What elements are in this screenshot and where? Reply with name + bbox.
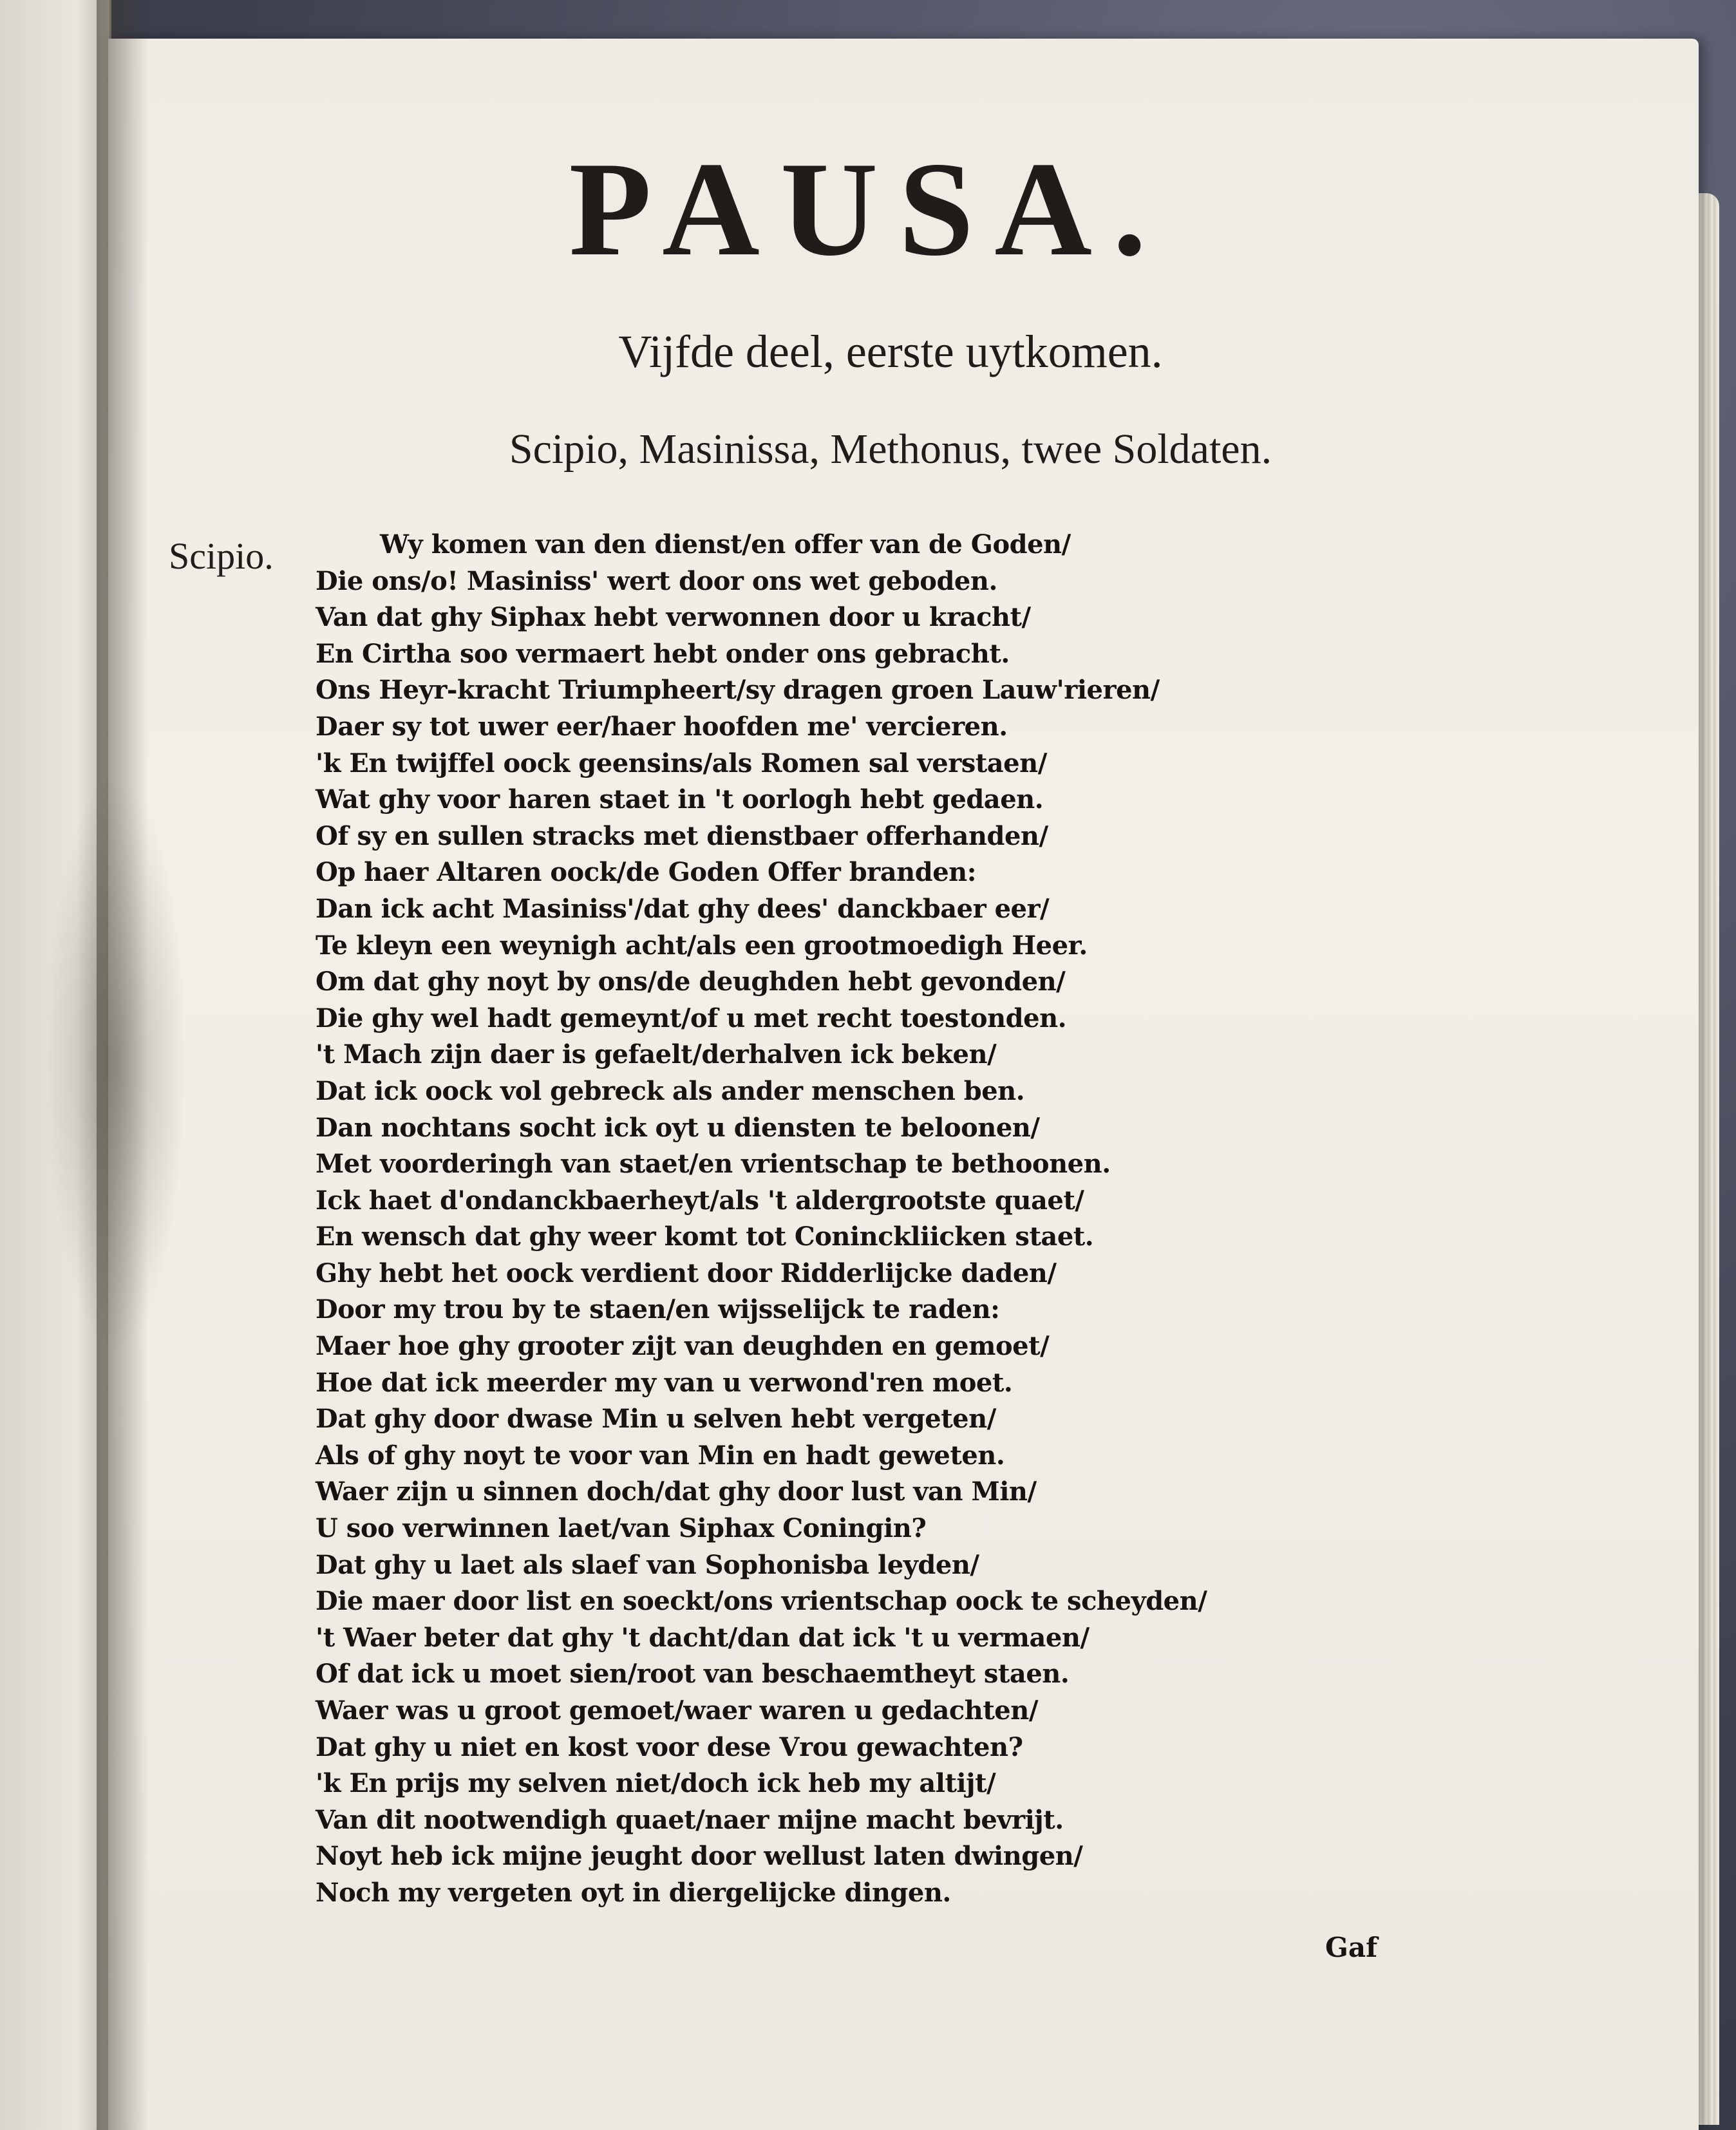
verse-line: Dan nochtans socht ick oyt u diensten te beloonen/ — [316, 1112, 1040, 1143]
verse-line: Daer sy tot uwer eer/haer hoofden me' vercieren. — [316, 711, 1008, 742]
verse-block — [316, 527, 1359, 1912]
page-title: PAUSA. — [569, 135, 1167, 284]
verse-line: Ons Heyr-kracht Triumpheert/sy dragen groen Lauw'rieren/ — [316, 675, 1160, 706]
verse-line: Die ghy wel hadt gemeynt/of u met recht toestonden. — [316, 1003, 1067, 1033]
verse-line: Die maer door list en soeckt/ons vrientschap oock te scheyden/ — [316, 1586, 1207, 1617]
verse-line: Door my trou by te staen/en wijsselijck te raden: — [316, 1294, 1000, 1325]
catchword: Gaf — [1325, 1932, 1378, 1963]
verse-line: Met voorderingh van staet/en vrientschap te bethoonen. — [316, 1149, 1111, 1180]
verse-line: 'k En prijs my selven niet/doch ick heb my altijt/ — [316, 1768, 996, 1799]
verse-line: Waer zijn u sinnen doch/dat ghy door lust van Min/ — [316, 1476, 1037, 1507]
verse-line: Of dat ick u moet sien/root van beschaemtheyt staen. — [316, 1659, 1070, 1690]
verse-line: Wat ghy voor haren staet in 't oorlogh hebt gedaen. — [316, 784, 1044, 815]
speaker-name: Scipio. — [169, 535, 274, 577]
verse-line: Die ons/o! Masiniss' wert door ons wet geboden. — [316, 565, 997, 596]
verse-line: Als of ghy noyt te voor van Min en hadt geweten. — [316, 1440, 1005, 1471]
verse-line: Dat ick oock vol gebreck als ander menschen ben. — [316, 1075, 1025, 1106]
verse-line: U soo verwinnen laet/van Siphax Coningin? — [316, 1513, 927, 1544]
verse-line: Te kleyn een weynigh acht/als een grootmoedigh Heer. — [316, 930, 1088, 961]
verse-line: Ghy hebt het oock verdient door Ridderlijcke daden/ — [316, 1258, 1057, 1288]
verse-line: En Cirtha soo vermaert hebt onder ons gebracht. — [316, 638, 1010, 669]
verse-line: Wy komen van den dienst/en offer van de Goden/ — [380, 529, 1071, 560]
verse-line: Noyt heb ick mijne jeught door wellust laten dwingen/ — [316, 1841, 1083, 1872]
verse-line: 't Waer beter dat ghy 't dacht/dan dat ick 't u vermaen/ — [316, 1622, 1090, 1653]
verse-line: Of sy en sullen stracks met dienstbaer offerhanden/ — [316, 820, 1048, 851]
act-heading: Vijfde deel, eerste uytkomen. — [618, 326, 1163, 377]
verse-line: Van dit nootwendigh quaet/naer mijne macht bevrijt. — [316, 1804, 1064, 1835]
verse-line: Om dat ghy noyt by ons/de deughden hebt gevonden/ — [316, 966, 1066, 997]
characters-list: Scipio, Masinissa, Methonus, twee Soldaten. — [509, 426, 1272, 473]
foxing-stain — [45, 773, 187, 1352]
verse-line: Dat ghy door dwase Min u selven hebt vergeten/ — [316, 1404, 996, 1435]
verse-line: Van dat ghy Siphax hebt verwonnen door u kracht/ — [316, 602, 1031, 633]
verse-line: 'k En twijffel oock geensins/als Romen sal verstaen/ — [316, 748, 1047, 778]
verse-line: Dan ick acht Masiniss'/dat ghy dees' danckbaer eer/ — [316, 893, 1050, 924]
verse-line: Maer hoe ghy grooter zijt van deughden en gemoet/ — [316, 1331, 1050, 1362]
verse-line: En wensch dat ghy weer komt tot Coninckliicken staet. — [316, 1221, 1094, 1252]
verse-line: Dat ghy u niet en kost voor dese Vrou gewachten? — [316, 1731, 1023, 1762]
verse-line: Waer was u groot gemoet/waer waren u gedachten/ — [316, 1695, 1038, 1726]
verse-line: Ick haet d'ondanckbaerheyt/als 't aldergrootste quaet/ — [316, 1185, 1084, 1216]
verse-line: 't Mach zijn daer is gefaelt/derhalven ick beken/ — [316, 1039, 997, 1070]
verse-line: Noch my vergeten oyt in diergelijcke dingen. — [316, 1877, 951, 1908]
verse-line: Dat ghy u laet als slaef van Sophonisba leyden/ — [316, 1549, 979, 1580]
verse-line: Op haer Altaren oock/de Goden Offer branden: — [316, 857, 977, 888]
verse-line: Hoe dat ick meerder my van u verwond'ren moet. — [316, 1367, 1013, 1398]
